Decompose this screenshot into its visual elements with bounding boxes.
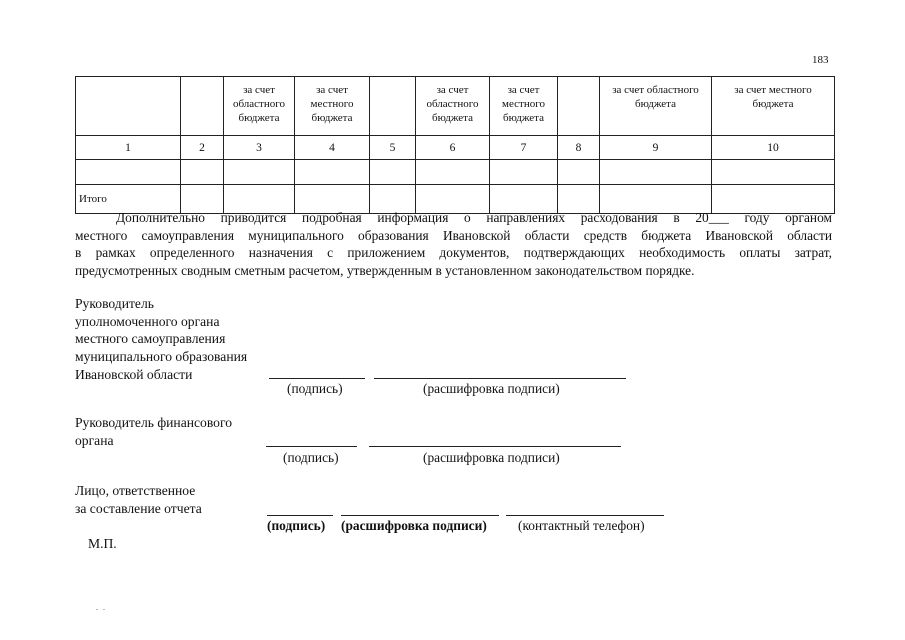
head-decode-line bbox=[374, 378, 626, 379]
stamp-place: М.П. bbox=[88, 536, 117, 551]
table-header-cell: за счет местного бюджета bbox=[712, 77, 835, 136]
responsible-decode-caption: (расшифровка подписи) bbox=[341, 518, 487, 533]
paragraph-line: в рамках определенного назначения с приложением документов, подтверждающих необходимость оплаты затрат, bbox=[75, 245, 832, 260]
table-header-cell bbox=[558, 77, 600, 136]
table-header-cell bbox=[181, 77, 224, 136]
responsible-phone-caption: (контактный телефон) bbox=[518, 518, 645, 533]
head-decode-caption: (расшифровка подписи) bbox=[423, 381, 560, 396]
table-header-cell: за счет местного бюджета bbox=[295, 77, 370, 136]
scan-speck bbox=[103, 609, 105, 610]
table-header-cell: за счет областного бюджета bbox=[224, 77, 295, 136]
expenditure-table bbox=[75, 76, 835, 214]
table-header-cell: за счет областного бюджета bbox=[416, 77, 490, 136]
finance-decode-line bbox=[369, 446, 621, 447]
table-header-row bbox=[76, 77, 835, 136]
head-signature-caption: (подпись) bbox=[287, 381, 343, 396]
table-header-cell: за счет областного бюджета bbox=[600, 77, 712, 136]
responsible-decode-line bbox=[341, 515, 499, 516]
responsible-phone-line bbox=[506, 515, 664, 516]
total-label: Итого bbox=[76, 185, 181, 214]
scan-speck bbox=[96, 609, 98, 610]
table-number-row bbox=[76, 136, 835, 160]
column-number: 4 bbox=[295, 136, 370, 160]
finance-signatory-label: Руководитель финансового органа bbox=[75, 415, 232, 448]
additional-info-paragraph bbox=[75, 209, 832, 279]
responsible-signature-line bbox=[267, 515, 333, 516]
paragraph-line: Дополнительно приводится подробная информация о направлениях расходования в 20___ году органом bbox=[116, 210, 832, 225]
head-signatory-label: Руководитель уполномоченного органа местного самоуправления муниципального образования Ивановской области bbox=[75, 296, 248, 382]
finance-signature-caption: (подпись) bbox=[283, 450, 339, 465]
column-number: 3 bbox=[224, 136, 295, 160]
responsible-signature-caption: (подпись) bbox=[267, 518, 326, 533]
table-row bbox=[76, 160, 835, 185]
page-number: 183 bbox=[812, 54, 829, 66]
head-signature-line bbox=[269, 378, 365, 379]
table-header-cell bbox=[76, 77, 181, 136]
paragraph-line: предусмотренных сводным сметным расчетом, утвержденным в установленном законодательством порядке. bbox=[75, 262, 695, 278]
paragraph-line: местного самоуправления муниципального образования Ивановской области средств бюджета Ивановской области bbox=[75, 227, 832, 243]
responsible-person-label: Лицо, ответственное за составление отчета bbox=[75, 483, 202, 516]
column-number: 7 bbox=[490, 136, 558, 160]
column-number: 9 bbox=[600, 136, 712, 160]
column-number: 10 bbox=[712, 136, 835, 160]
finance-decode-caption: (расшифровка подписи) bbox=[423, 450, 560, 465]
column-number: 2 bbox=[181, 136, 224, 160]
table-header-cell bbox=[370, 77, 416, 136]
finance-signature-line bbox=[266, 446, 357, 447]
column-number: 1 bbox=[76, 136, 181, 160]
table-header-cell: за счет местного бюджета bbox=[490, 77, 558, 136]
column-number: 8 bbox=[558, 136, 600, 160]
column-number: 5 bbox=[370, 136, 416, 160]
column-number: 6 bbox=[416, 136, 490, 160]
